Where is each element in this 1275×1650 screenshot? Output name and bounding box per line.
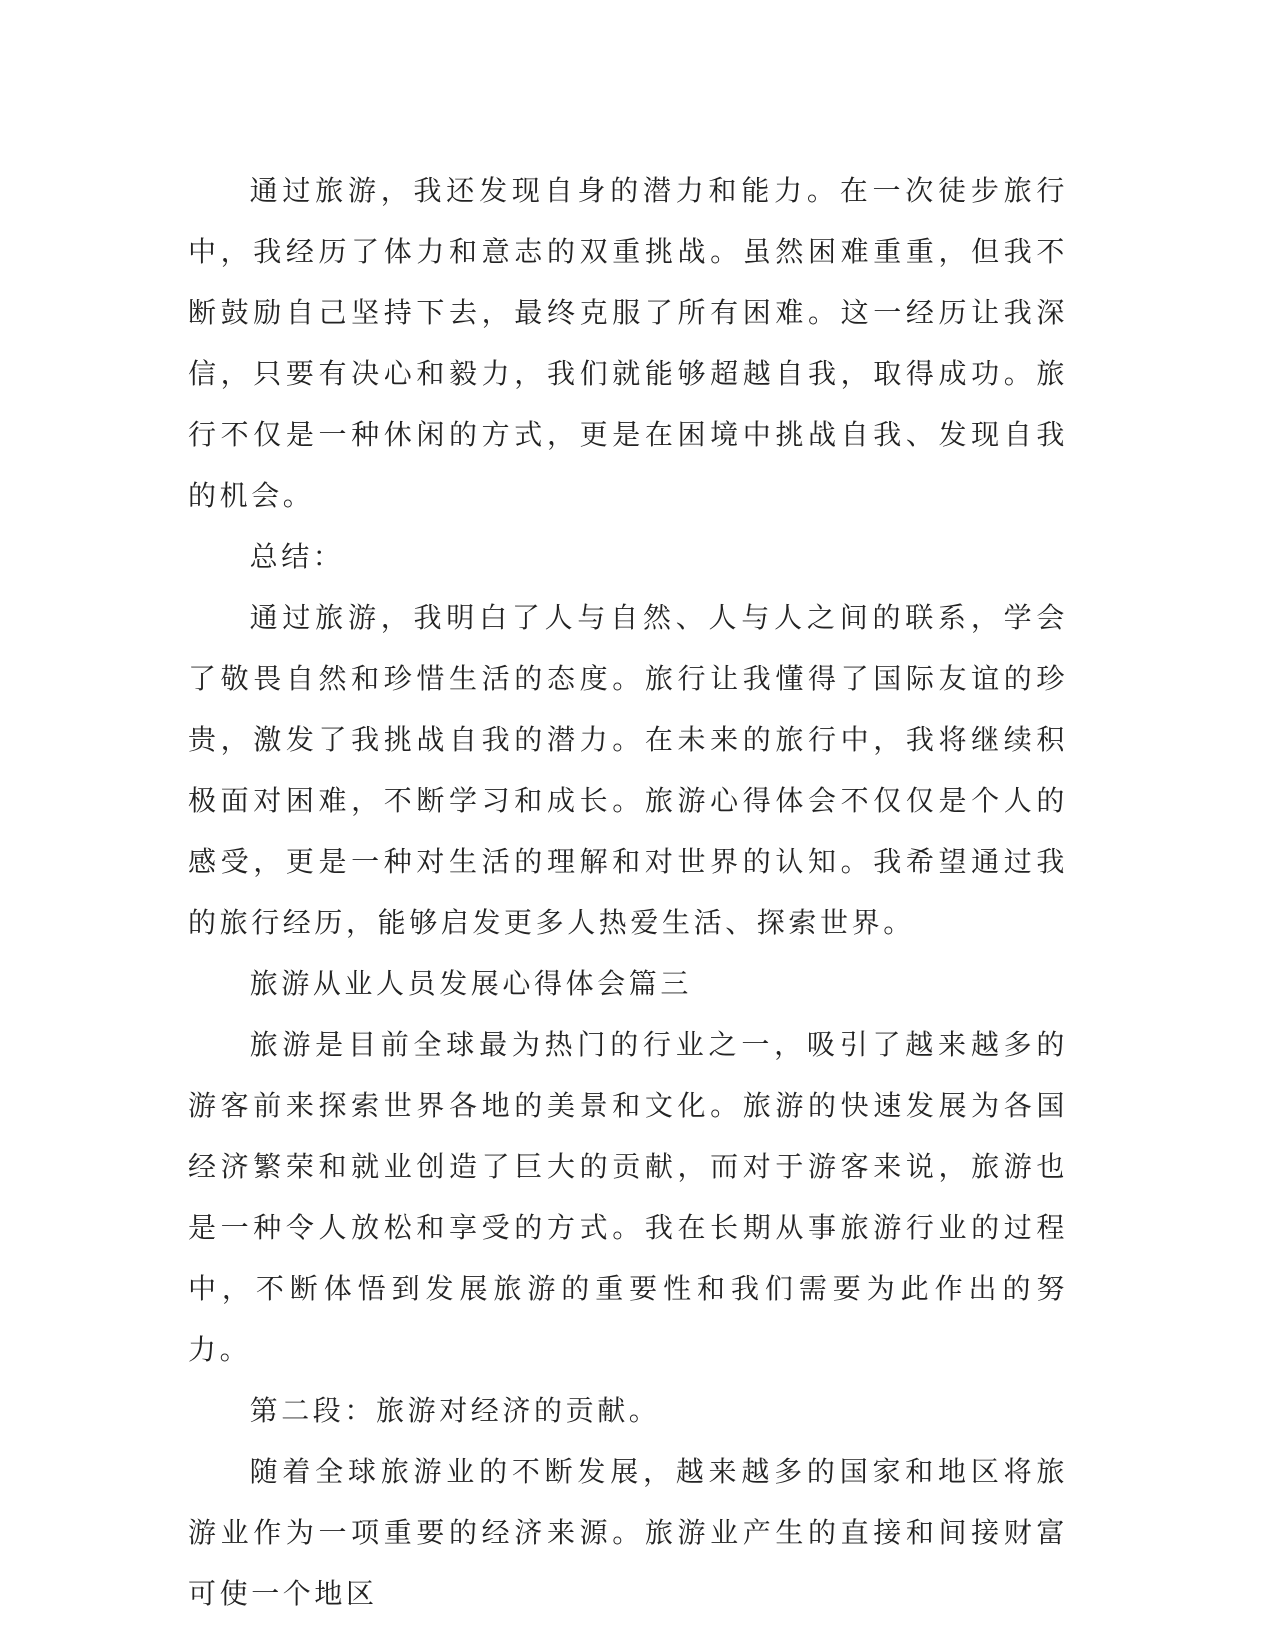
paragraph-intro: 旅游是目前全球最为热门的行业之一，吸引了越来越多的游客前来探索世界各地的美景和文化。旅游的快速发展为各国经济繁荣和就业创造了巨大的贡献，而对于游客来说，旅游也是一种令人放松和享受的方式。我在长期从事旅游行业的过程中，不断体悟到发展旅游的重要性和我们需要为此作出的努力。	[188, 1028, 1068, 1366]
document-body	[188, 160, 1068, 1624]
paragraph-economy: 随着全球旅游业的不断发展，越来越多的国家和地区将旅游业作为一项重要的经济来源。旅游业产生的直接和间接财富可使一个地区	[188, 1455, 1068, 1610]
paragraph-summary: 通过旅游，我明白了人与自然、人与人之间的联系，学会了敬畏自然和珍惜生活的态度。旅行让我懂得了国际友谊的珍贵，激发了我挑战自我的潜力。在未来的旅行中，我将继续积极面对困难，不断学习和成长。旅游心得体会不仅仅是个人的感受，更是一种对生活的理解和对世界的认知。我希望通过我的旅行经历，能够启发更多人热爱生活、探索世界。	[188, 601, 1068, 939]
paragraph-summary-heading: 总结：	[249, 540, 345, 573]
paragraph-section-heading: 第二段：旅游对经济的贡献。	[249, 1394, 661, 1427]
section-title: 旅游从业人员发展心得体会篇三	[249, 967, 692, 1000]
paragraph-self-potential: 通过旅游，我还发现自身的潜力和能力。在一次徒步旅行中，我经历了体力和意志的双重挑战。虽然困难重重，但我不断鼓励自己坚持下去，最终克服了所有困难。这一经历让我深信，只要有决心和毅力，我们就能够超越自我，取得成功。旅行不仅是一种休闲的方式，更是在困境中挑战自我、发现自我的机会。	[188, 174, 1068, 512]
